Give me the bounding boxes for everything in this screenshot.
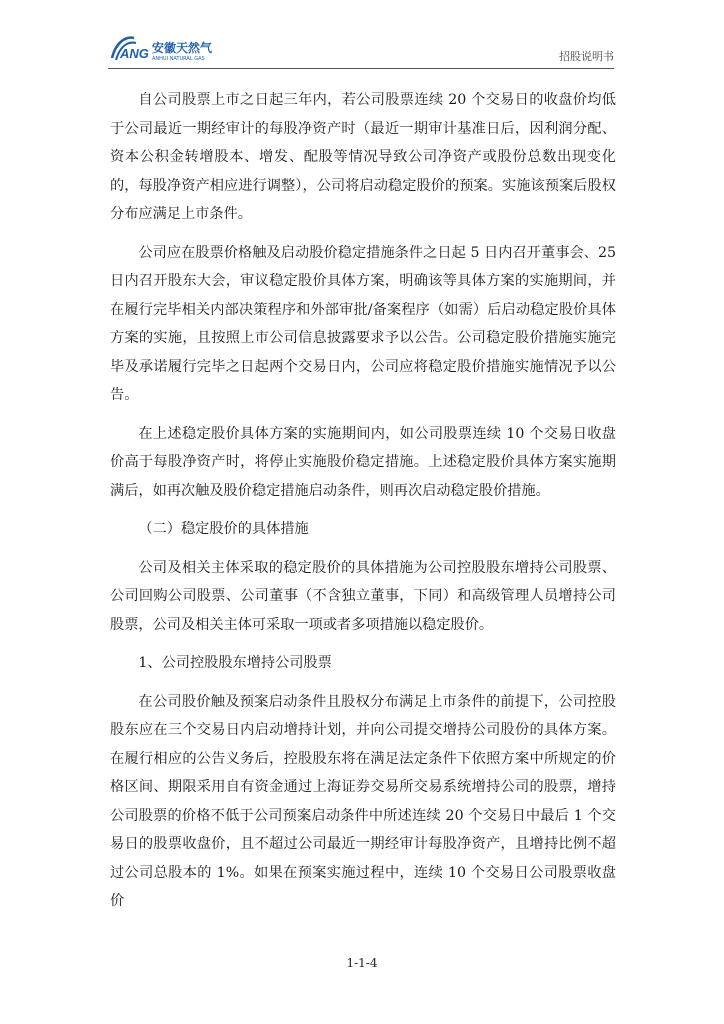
section-heading: （二）稳定股价的具体措施 (138, 521, 309, 537)
svg-text:ANHUI NATURAL GAS: ANHUI NATURAL GAS (152, 56, 205, 62)
company-logo (108, 32, 228, 64)
svg-text:安徽天然气: 安徽天然气 (152, 41, 213, 55)
paragraph: 自公司股票上市之日起三年内，若公司股票连续 20 个交易日的收盘价均低于公司最近一期经审计的每股净资产时（最近一期审计基准日后，因利润分配、资本公积金转增股本、增发、配股等情况导致公司净资产或股份总数出现变化的，每股净资产相应进行调整），公司将启动稳定股价的预案。实施该预案后股权分布应满足上市条件。 (110, 92, 616, 222)
paragraph: 公司及相关主体采取的稳定股价的具体措施为公司控股股东增持公司股票、公司回购公司股票、公司董事（不含独立董事，下同）和高级管理人员增持公司股票，公司及相关主体可采取一项或者多项措施以稳定股价。 (110, 559, 616, 633)
page-number: 1-1-4 (346, 956, 378, 970)
paragraph: 在上述稳定股价具体方案的实施期间内，如公司股票连续 10 个交易日收盘价高于每股净资产时，将停止实施股价稳定措施。上述稳定股价具体方案实施期满后，如再次触及股价稳定措施启动条件，则再次启动稳定股价措施。 (110, 425, 616, 499)
document-type-label: 招股说明书 (559, 50, 614, 63)
page-header (108, 28, 614, 69)
svg-text:ANG: ANG (120, 46, 149, 61)
paragraph: 在公司股价触及预案启动条件且股权分布满足上市条件的前提下，公司控股股东应在三个交易日内启动增持计划，并向公司提交增持公司股份的具体方案。在履行相应的公告义务后，控股股东将在满足法定条件下依照方案中所规定的价格区间、期限采用自有资金通过上海证券交易所交易系统增持公司的股票，增持公司股票的价格不低于公司预案启动条件中所述连续 20 个交易日中最后 1 个交易日的股票收盘价，且不超过公司最近一期经审计每股净资产，且增持比例不超过公司总股本的 1%。如果在预案实施过程中，连续 10 个交易日公司股票收盘价 (110, 693, 616, 909)
paragraph: 公司应在股票价格触及启动股价稳定措施条件之日起 5 日内召开董事会、25 日内召开股东大会，审议稳定股价具体方案，明确该等具体方案的实施期间，并在履行完毕相关内部决策程序和外部审批/备案程序（如需）后启动稳定股价具体方案的实施，且按照上市公司信息披露要求予以公告。公司稳定股价措施实施完毕及承诺履行完毕之日起两个交易日内，公司应将稳定股价措施实施情况予以公告。 (110, 244, 616, 403)
body-text (110, 86, 616, 926)
subsection-heading: 1、公司控股股东增持公司股票 (138, 655, 332, 671)
